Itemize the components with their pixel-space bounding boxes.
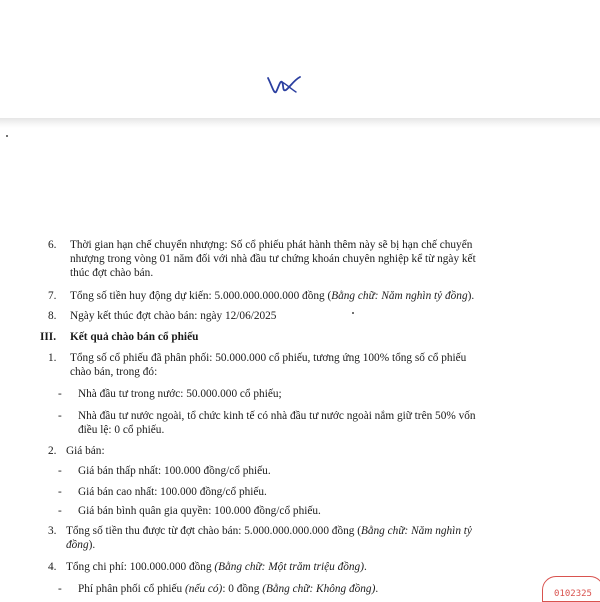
item-6-line-3: thúc đợt chào bán. xyxy=(70,267,154,279)
sub-2-bullet-1: Giá bán thấp nhất: 100.000 đồng/cổ phiếu. xyxy=(78,465,271,477)
item-7-text xyxy=(70,289,474,303)
sub-1-line-1: Tổng số cổ phiếu đã phân phối: 50.000.000 cổ phiếu, tương ứng 100% tổng số cổ phiếu xyxy=(70,352,467,364)
sub-4-main: Tổng chi phí: 100.000.000 đồng xyxy=(66,561,215,573)
sub-1-line-2: chào bán, trong đó: xyxy=(70,366,158,378)
sub-3-line-1 xyxy=(66,524,472,538)
sub-4-text xyxy=(66,560,367,574)
item-8-text: Ngày kết thúc đợt chào bán: ngày 12/06/2025 xyxy=(70,310,277,322)
section-3-title: Kết quả chào bán cổ phiếu xyxy=(70,331,199,343)
sub-3-italic-2: đồng xyxy=(66,539,89,551)
item-6-line-1: Thời gian hạn chế chuyển nhượng: Số cổ phiếu phát hành thêm này sẽ bị hạn chế chuyển xyxy=(70,239,473,251)
sub-2-bullet-3: Giá bán bình quân gia quyền: 100.000 đồng/cổ phiếu. xyxy=(78,505,321,517)
sub-2-bullet-2: Giá bán cao nhất: 100.000 đồng/cổ phiếu. xyxy=(78,486,267,498)
item-7-italic: Bằng chữ: Năm nghìn tỷ đồng xyxy=(331,290,468,302)
item-7-main: Tổng số tiền huy động dự kiến: 5.000.000.000.000 đồng ( xyxy=(70,290,332,302)
sub-4-end: . xyxy=(363,561,367,573)
sub-1-bullet-1: Nhà đầu tư trong nước: 50.000.000 cổ phiếu; xyxy=(78,388,282,400)
bullet-dash: - xyxy=(58,410,62,422)
sub-2-title: Giá bán: xyxy=(66,445,105,457)
sub-1-bullet-2-line-1: Nhà đầu tư nước ngoài, tổ chức kinh tế có nhà đầu tư nước ngoài nắm giữ trên 50% vốn xyxy=(78,410,476,422)
sub-3-italic-1: Bằng chữ: Năm nghìn tỷ xyxy=(360,525,472,537)
item-6-line-2: nhượng trong vòng 01 năm đối với nhà đầu tư chứng khoán chuyên nghiệp kể từ ngày kết xyxy=(70,253,476,265)
sub-1-number: 1. xyxy=(48,352,57,364)
sub-4-bullet-1 xyxy=(78,582,378,596)
sub-3-line-2 xyxy=(66,538,95,552)
section-3-number: III. xyxy=(40,331,57,343)
item-7-number: 7. xyxy=(48,290,57,302)
sub-4-bullet-italic-2: (Bằng chữ: Không đồng) xyxy=(262,583,376,595)
item-7-end: ). xyxy=(467,290,475,302)
bullet-dash: - xyxy=(58,486,62,498)
sub-4-bullet-mid: : 0 đồng xyxy=(222,583,263,595)
red-stamp: 0102325 xyxy=(542,576,600,602)
sub-4-italic: (Bằng chữ: Một trăm triệu đồng) xyxy=(214,561,364,573)
sub-4-bullet-end: . xyxy=(375,583,379,595)
sub-4-bullet-italic-1: (nếu có) xyxy=(185,583,223,595)
sub-3-number: 3. xyxy=(48,525,57,537)
sub-2-number: 2. xyxy=(48,445,57,457)
sub-4-number: 4. xyxy=(48,561,57,573)
sub-3-main: Tổng số tiền thu được từ đợt chào bán: 5.000.000.000.000 đồng ( xyxy=(66,525,361,537)
item-6-number: 6. xyxy=(48,239,57,251)
item-8-number: 8. xyxy=(48,310,57,322)
bullet-dash: - xyxy=(58,505,62,517)
bullet-dash: - xyxy=(58,388,62,400)
bullet-dash: - xyxy=(58,465,62,477)
bullet-dash: - xyxy=(58,583,62,595)
sub-4-bullet-main: Phí phân phối cổ phiếu xyxy=(78,583,185,595)
sub-3-end: ). xyxy=(88,539,96,551)
sub-1-bullet-2-line-2: điều lệ: 0 cổ phiếu. xyxy=(78,424,165,436)
